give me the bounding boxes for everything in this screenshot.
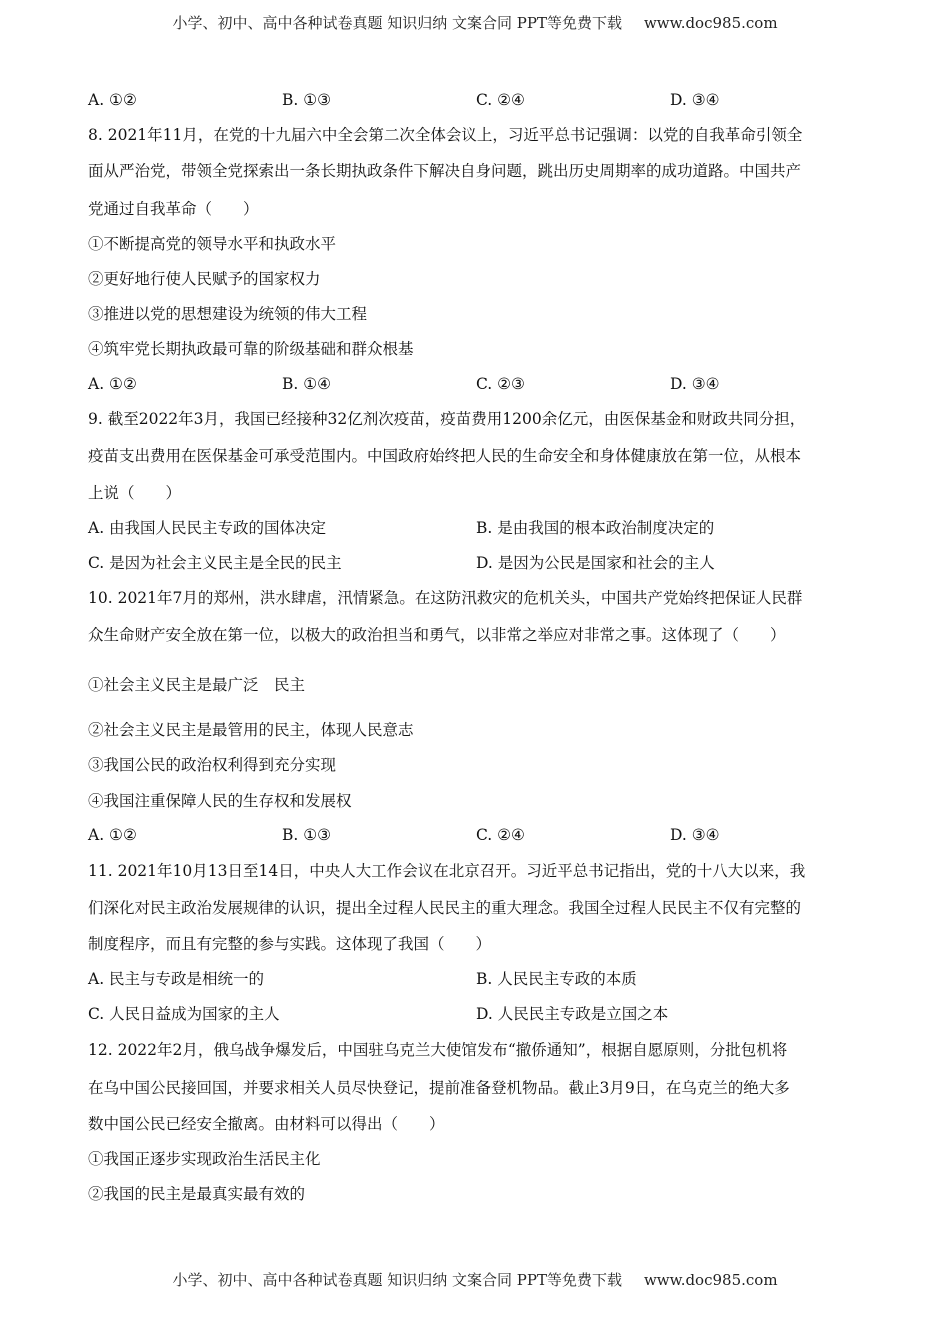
page-header xyxy=(0,13,950,33)
q9-option-d[interactable]: D. 是因为公民是国家和社会的主人 xyxy=(476,554,715,572)
footer-text: 小学、初中、高中各种试卷真题 知识归纳 文案合同 PPT等免费下载 xyxy=(172,1271,622,1289)
q10-item-1: ①社会主义民主是最广泛 民主 xyxy=(88,676,306,694)
q8-stem-line-1: 8. 2021年11月，在党的十九届六中全会第二次全体会议上，习近平总书记强调：以党的自我革命引领全 xyxy=(88,126,803,144)
q11-option-d[interactable]: D. 人民民主专政是立国之本 xyxy=(476,1005,669,1023)
q7-option-d[interactable]: D. ③④ xyxy=(670,91,720,109)
page-footer xyxy=(0,1270,950,1290)
q8-option-d[interactable]: D. ③④ xyxy=(670,375,720,393)
q7-option-b[interactable]: B. ①③ xyxy=(282,91,332,109)
q7-option-a[interactable]: A. ①② xyxy=(88,91,137,109)
footer-url[interactable]: www.doc985.com xyxy=(643,1271,778,1289)
q10-item-3: ③我国公民的政治权利得到充分实现 xyxy=(88,756,337,774)
q10-item-2: ②社会主义民主是最管用的民主，体现人民意志 xyxy=(88,721,414,739)
q10-option-b[interactable]: B. ①③ xyxy=(282,826,332,844)
q9-stem-line-3: 上说（ ） xyxy=(88,484,182,502)
q12-stem-line-2: 在乌中国公民接回国，并要求相关人员尽快登记，提前准备登机物品。截止3月9日，在乌克兰的绝大多 xyxy=(88,1079,790,1097)
q8-option-b[interactable]: B. ①④ xyxy=(282,375,332,393)
q10-option-c[interactable]: C. ②④ xyxy=(476,826,525,844)
q12-stem-line-3: 数中国公民已经安全撤离。由材料可以得出（ ） xyxy=(88,1115,445,1133)
q10-option-a[interactable]: A. ①② xyxy=(88,826,137,844)
q10-option-d[interactable]: D. ③④ xyxy=(670,826,720,844)
q12-item-1: ①我国正逐步实现政治生活民主化 xyxy=(88,1150,321,1168)
q8-item-2: ②更好地行使人民赋予的国家权力 xyxy=(88,270,321,288)
q8-item-3: ③推进以党的思想建设为统领的伟大工程 xyxy=(88,305,368,323)
q11-option-c[interactable]: C. 人民日益成为国家的主人 xyxy=(88,1005,280,1023)
q8-stem-line-3: 党通过自我革命（ ） xyxy=(88,200,259,218)
q10-stem-line-2: 众生命财产安全放在第一位，以极大的政治担当和勇气，以非常之举应对非常之事。这体现了（ ） xyxy=(88,626,786,644)
q11-stem-line-1: 11. 2021年10月13日至14日，中央人大工作会议在北京召开。习近平总书记指出，党的十八大以来，我 xyxy=(88,862,806,880)
q9-option-b[interactable]: B. 是由我国的根本政治制度决定的 xyxy=(476,519,715,537)
q11-stem-line-3: 制度程序，而且有完整的参与实践。这体现了我国（ ） xyxy=(88,935,492,953)
q8-item-1: ①不断提高党的领导水平和执政水平 xyxy=(88,235,337,253)
q9-stem-line-1: 9. 截至2022年3月，我国已经接种32亿剂次疫苗，疫苗费用1200余亿元，由医保基金和财政共同分担， xyxy=(88,410,806,428)
header-text: 小学、初中、高中各种试卷真题 知识归纳 文案合同 PPT等免费下载 xyxy=(172,14,622,32)
q12-stem-line-1: 12. 2022年2月，俄乌战争爆发后，中国驻乌克兰大使馆发布“撤侨通知”，根据自愿原则，分批包机将 xyxy=(88,1041,788,1059)
q10-item-4: ④我国注重保障人民的生存权和发展权 xyxy=(88,792,352,810)
q10-stem-line-1: 10. 2021年7月的郑州，洪水肆虐，汛情紧急。在这防汛救灾的危机关头，中国共产党始终把保证人民群 xyxy=(88,589,803,607)
q9-option-a[interactable]: A. 由我国人民民主专政的国体决定 xyxy=(88,519,327,537)
q11-option-b[interactable]: B. 人民民主专政的本质 xyxy=(476,970,637,988)
q8-item-4: ④筑牢党长期执政最可靠的阶级基础和群众根基 xyxy=(88,340,414,358)
q11-option-a[interactable]: A. 民主与专政是相统一的 xyxy=(88,970,265,988)
q8-option-a[interactable]: A. ①② xyxy=(88,375,137,393)
q12-item-2: ②我国的民主是最真实最有效的 xyxy=(88,1185,306,1203)
header-url[interactable]: www.doc985.com xyxy=(643,14,778,32)
q7-option-c[interactable]: C. ②④ xyxy=(476,91,525,109)
q8-option-c[interactable]: C. ②③ xyxy=(476,375,525,393)
q9-stem-line-2: 疫苗支出费用在医保基金可承受范围内。中国政府始终把人民的生命安全和身体健康放在第一位，从根本 xyxy=(88,447,802,465)
q9-option-c[interactable]: C. 是因为社会主义民主是全民的民主 xyxy=(88,554,342,572)
q8-stem-line-2: 面从严治党，带领全党探索出一条长期执政条件下解决自身问题，跳出历史周期率的成功道路。中国共产 xyxy=(88,162,802,180)
q11-stem-line-2: 们深化对民主政治发展规律的认识，提出全过程人民民主的重大理念。我国全过程人民民主不仅有完整的 xyxy=(88,899,802,917)
